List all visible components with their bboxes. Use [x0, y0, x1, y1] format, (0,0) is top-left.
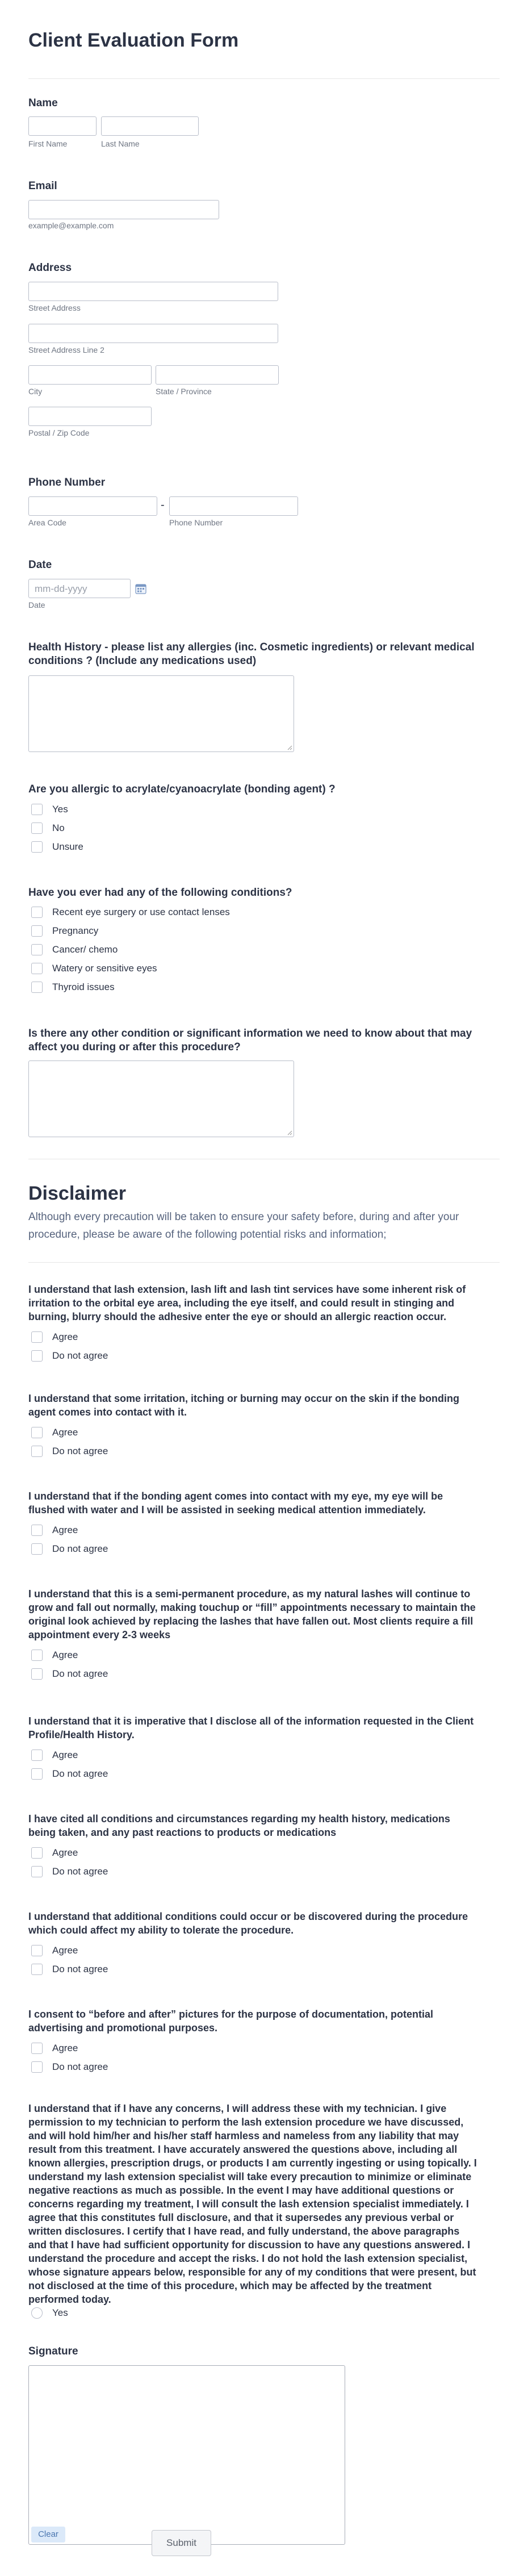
statement-disagree-checkbox[interactable]	[31, 1866, 43, 1877]
statement-disagree-label: Do not agree	[52, 1350, 108, 1361]
statement-disagree-label: Do not agree	[52, 1768, 108, 1779]
statement-agree-checkbox[interactable]	[31, 1427, 43, 1438]
email-hint: example@example.com	[28, 221, 114, 230]
statement-agree-label: Agree	[52, 1331, 78, 1342]
signature-pad[interactable]	[28, 2365, 345, 2545]
statement-disagree-checkbox[interactable]	[31, 1668, 43, 1680]
zip-sublabel: Postal / Zip Code	[28, 428, 90, 437]
condition-watery-eyes-label: Watery or sensitive eyes	[52, 963, 157, 974]
statement-text: I consent to “before and after” pictures for the purpose of documentation, potential advertising and promotional purposes.	[28, 2009, 434, 2034]
city-input[interactable]	[28, 365, 152, 385]
allergy-label: Are you allergic to acrylate/cyanoacrylate (bonding agent) ?	[28, 783, 336, 795]
other-condition-label: Is there any other condition or significant information we need to know about that may affect you during or after this procedure?	[28, 1028, 472, 1053]
condition-cancer-checkbox[interactable]	[31, 944, 43, 955]
other-condition-textarea[interactable]	[28, 1061, 294, 1137]
first-name-sublabel: First Name	[28, 139, 68, 148]
conditions-label: Have you ever had any of the following conditions?	[28, 887, 292, 899]
condition-thyroid-checkbox[interactable]	[31, 982, 43, 993]
statement-disagree-checkbox[interactable]	[31, 1768, 43, 1780]
form-title: Client Evaluation Form	[28, 30, 239, 51]
statement-agree-label: Agree	[52, 1650, 78, 1660]
statement-agree-label: Agree	[52, 2043, 78, 2053]
phone-number-sublabel: Phone Number	[169, 518, 223, 527]
allergy-no-checkbox[interactable]	[31, 823, 43, 834]
email-label: Email	[28, 180, 57, 192]
statement-disagree-label: Do not agree	[52, 1543, 108, 1554]
name-label: Name	[28, 97, 58, 109]
phone-label: Phone Number	[28, 477, 106, 489]
statement-disagree-checkbox[interactable]	[31, 2061, 43, 2073]
statement-disagree-label: Do not agree	[52, 1964, 108, 1974]
last-name-sublabel: Last Name	[101, 139, 140, 148]
street-address-2-sublabel: Street Address Line 2	[28, 345, 104, 354]
allergy-unsure-label: Unsure	[52, 841, 83, 852]
statement-disagree-checkbox[interactable]	[31, 1543, 43, 1555]
condition-watery-eyes-checkbox[interactable]	[31, 963, 43, 974]
area-code-sublabel: Area Code	[28, 518, 66, 527]
final-yes-radio[interactable]	[31, 2307, 43, 2319]
statement-disagree-label: Do not agree	[52, 1668, 108, 1679]
statement-agree-checkbox[interactable]	[31, 1525, 43, 1536]
allergy-unsure-checkbox[interactable]	[31, 841, 43, 853]
zip-input[interactable]	[28, 407, 152, 426]
statement-text: I understand that this is a semi-permanent procedure, as my natural lashes will continue to grow and fall out normally, making touchup or “fill” appointments necessary to maintain the original look achieved by replacing the lashes that have fallen out. Most clients require a fill appointment every 2-3 weeks	[28, 1588, 476, 1640]
date-label: Date	[28, 559, 52, 571]
allergy-yes-checkbox[interactable]	[31, 804, 43, 815]
statement-text: I have cited all conditions and circumstances regarding my health history, medications being taken, and any past reactions to products or medications	[28, 1813, 450, 1838]
last-name-input[interactable]	[101, 116, 199, 136]
disclaimer-text: Although every precaution will be taken to ensure your safety before, during and after your procedure, please be aware of the following potential risks and information;	[28, 1211, 459, 1241]
statement-disagree-label: Do not agree	[52, 1446, 108, 1456]
resize-handle-icon[interactable]	[287, 1130, 292, 1135]
statement-disagree-checkbox[interactable]	[31, 1446, 43, 1457]
condition-eye-surgery-checkbox[interactable]	[31, 907, 43, 918]
condition-pregnancy-label: Pregnancy	[52, 925, 99, 936]
phone-number-input[interactable]	[169, 496, 298, 516]
date-input[interactable]: mm-dd-yyyy	[28, 579, 131, 598]
statement-disagree-label: Do not agree	[52, 2061, 108, 2072]
city-sublabel: City	[28, 387, 43, 396]
state-input[interactable]	[156, 365, 279, 385]
statement-text: I understand that additional conditions could occur or be discovered during the procedure which could affect my ability to tolerate the procedure.	[28, 1911, 468, 1936]
statement-disagree-checkbox[interactable]	[31, 1350, 43, 1362]
resize-handle-icon[interactable]	[287, 745, 292, 750]
statement-agree-label: Agree	[52, 1945, 78, 1956]
disclaimer-divider	[28, 1262, 500, 1263]
street-address-2-input[interactable]	[28, 324, 278, 343]
statement-text: I understand that some irritation, itching or burning may occur on the skin if the bonding agent comes into contact with it.	[28, 1393, 460, 1418]
statement-text: I understand that if the bonding agent comes into contact with my eye, my eye will be flushed with water and I will be assisted in seeking medical attention immediately.	[28, 1491, 443, 1515]
address-label: Address	[28, 262, 72, 274]
allergy-yes-label: Yes	[52, 804, 68, 815]
final-statement-text: I understand that if I have any concerns, I will address these with my technician. I give permission to my technician to perform the lash extension procedure we have discussed, and will hold him/her and his/her staff harmless and nameless from any liability that may result from this treatment. I have accurately answered the questions above, including all known allergies, prescription drugs, or products I am currently ingesting or using topically. I understand my lash extension specialist will take every precaution to minimize or eliminate negative reactions as much as possible. In the event I may have additional questions or concerns regarding my treatment, I will consult the lash extension specialist immediately. I agree that this constitutes full disclosure, and that it supersedes any previous verbal or written disclosures. I certify that I have read, and fully understand, the above paragraphs and that I have had sufficient opportunity for discussion to have any questions answered. I understand the procedure and accept the risks. I do not hold the lash extension specialist, whose signature appears below, responsible for any of my conditions that were present, but not disclosed at the time of this procedure, which may be affected by the treatment performed today.	[28, 2103, 477, 2305]
street-address-sublabel: Street Address	[28, 303, 81, 312]
health-history-label: Health History - please list any allergies (inc. Cosmetic ingredients) or relevant medical conditions ? (Include any medications used)	[28, 641, 475, 667]
area-code-input[interactable]	[28, 496, 157, 516]
statement-disagree-checkbox[interactable]	[31, 1964, 43, 1975]
final-yes-label: Yes	[52, 2307, 68, 2318]
statement-text: I understand that lash extension, lash lift and lash tint services have some inherent risk of irritation to the orbital eye area, including the eye itself, and could result in stinging and burning, blurry should the adhesive enter the eye or should an allergic reaction occur.	[28, 1284, 466, 1322]
statement-agree-label: Agree	[52, 1427, 78, 1438]
statement-disagree-label: Do not agree	[52, 1866, 108, 1877]
disclaimer-heading: Disclaimer	[28, 1183, 126, 1204]
signature-label: Signature	[28, 2345, 78, 2357]
condition-pregnancy-checkbox[interactable]	[31, 925, 43, 937]
statement-text: I understand that it is imperative that I disclose all of the information requested in the Client Profile/Health History.	[28, 1715, 474, 1740]
statement-agree-checkbox[interactable]	[31, 1750, 43, 1761]
statement-agree-checkbox[interactable]	[31, 1847, 43, 1859]
statement-agree-checkbox[interactable]	[31, 1650, 43, 1661]
statement-agree-label: Agree	[52, 1525, 78, 1535]
clear-signature-button[interactable]: Clear	[31, 2527, 65, 2542]
statement-agree-checkbox[interactable]	[31, 1331, 43, 1343]
health-history-textarea[interactable]	[28, 675, 294, 752]
allergy-no-label: No	[52, 823, 65, 833]
email-input[interactable]	[28, 200, 219, 219]
calendar-icon[interactable]	[135, 583, 146, 594]
submit-button[interactable]: Submit	[152, 2530, 211, 2556]
title-divider	[28, 78, 500, 79]
condition-thyroid-label: Thyroid issues	[52, 982, 115, 992]
phone-separator: -	[161, 499, 165, 511]
date-sublabel: Date	[28, 600, 45, 609]
statement-agree-checkbox[interactable]	[31, 1945, 43, 1956]
condition-cancer-label: Cancer/ chemo	[52, 944, 118, 955]
state-sublabel: State / Province	[156, 387, 212, 396]
statement-agree-label: Agree	[52, 1750, 78, 1760]
first-name-input[interactable]	[28, 116, 97, 136]
statement-agree-label: Agree	[52, 1847, 78, 1858]
statement-agree-checkbox[interactable]	[31, 2043, 43, 2054]
street-address-input[interactable]	[28, 282, 278, 301]
condition-eye-surgery-label: Recent eye surgery or use contact lenses	[52, 907, 230, 917]
